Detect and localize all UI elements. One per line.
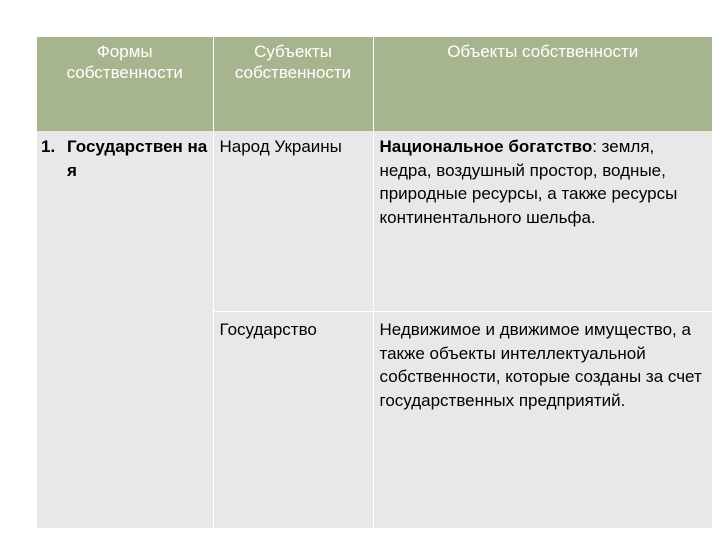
- object-cell: Недвижимое и движимое имущество, а также объекты интеллектуальной собственности, которые созданы за счет государственных предприятий.: [373, 312, 712, 529]
- subject-cell: Народ Украины: [213, 131, 373, 312]
- object-description: : земля, недра, воздушный простор, водные, природные ресурсы, а также ресурсы континентального шельфа.: [379, 137, 678, 227]
- form-number: 1.: [41, 137, 56, 156]
- form-label: Государствен ная: [67, 137, 208, 180]
- header-objects: Объекты собственности: [373, 37, 712, 131]
- header-subjects: Субъекты собственности: [213, 37, 373, 131]
- subject-cell: Государство: [213, 312, 373, 529]
- object-cell: [373, 131, 712, 312]
- table-header-row: [37, 37, 712, 131]
- form-name: [41, 135, 213, 182]
- property-forms-table: [37, 37, 712, 529]
- object-emphasis: Национальное богатство: [379, 137, 593, 156]
- header-forms: Формы собственности: [37, 37, 213, 131]
- table-row: [37, 131, 712, 312]
- form-cell: [37, 131, 213, 528]
- object-text: [380, 135, 707, 229]
